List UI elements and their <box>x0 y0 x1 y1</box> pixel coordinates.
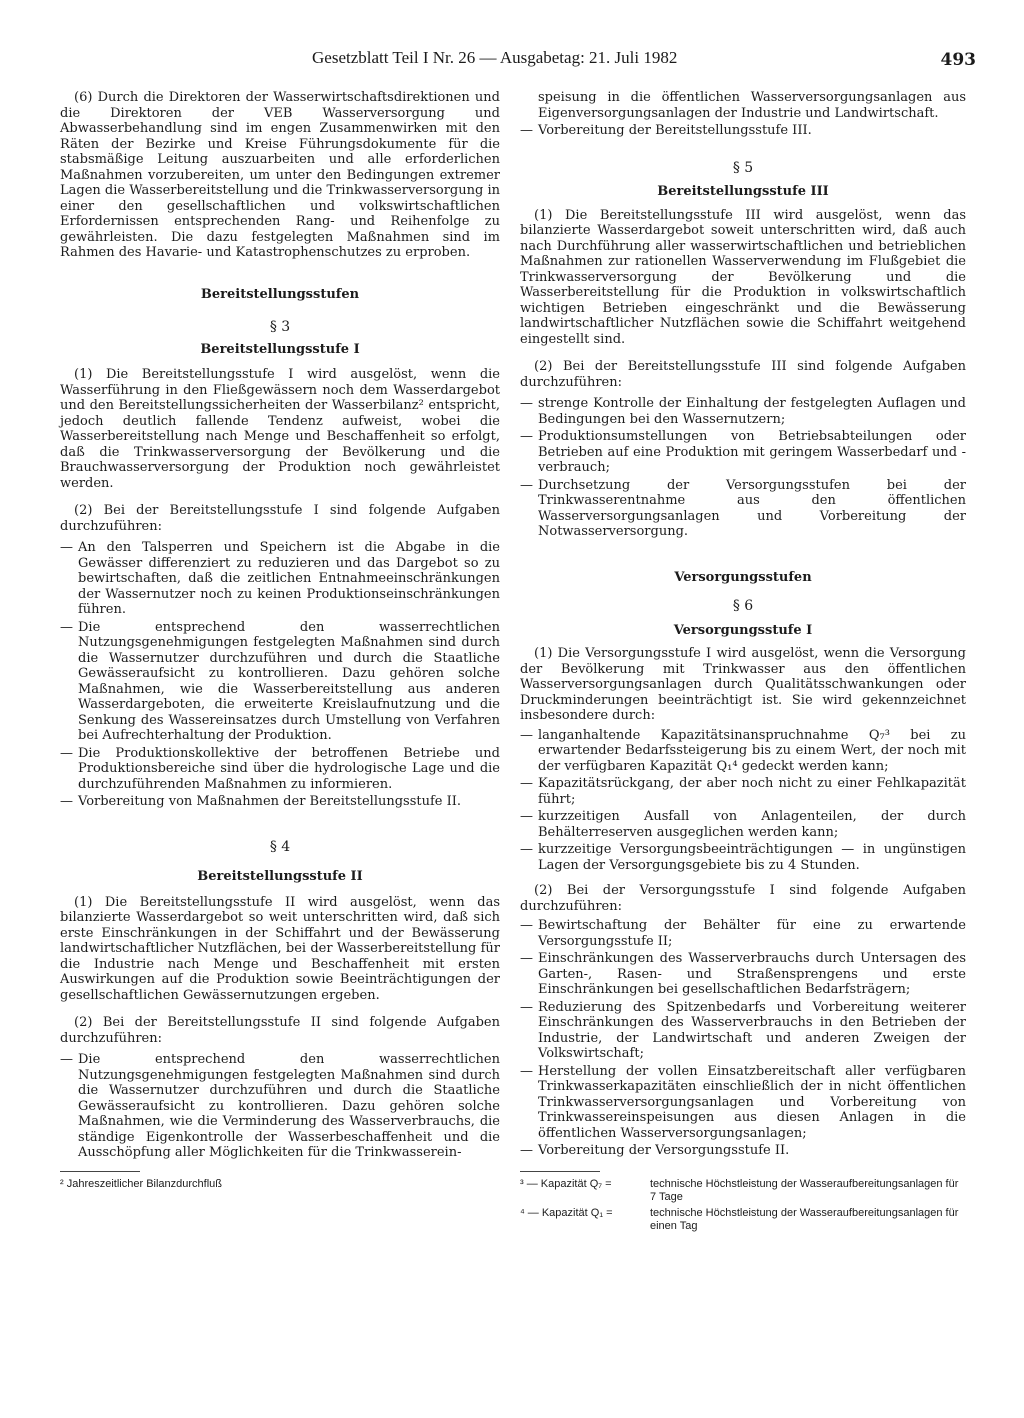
header-title: Gesetzblatt Teil I Nr. 26 — Ausgabetag: 21. Juli 1982 <box>312 48 678 67</box>
footnotes <box>520 1178 966 1233</box>
s6-paragraph-1: (1) Die Versorgungsstufe I wird ausgelöst, wenn die Versorgung der Bevölkerung mit Trinkwasser aus den öffentlichen Wasserversorgungsanlagen durch Qualitätsschwankungen oder Druckminderungen beeinträchtigt ist. Sie wird gekennzeichnet insbesondere durch: <box>520 646 966 723</box>
list-item-text: Bewirtschaftung der Behälter für eine zu erwartende Versorgungsstufe II; <box>538 918 966 949</box>
s3-paragraph-2: (2) Bei der Bereitstellungsstufe I sind folgende Aufgaben durchzuführen: <box>60 503 500 534</box>
list-item-text: Vorbereitung der Versorgungsstufe II. <box>538 1143 790 1158</box>
section-number-5: § 5 <box>732 159 754 176</box>
footnote-key: ³ — Kapazität Q₇ = <box>520 1177 612 1190</box>
list-item-text: Produktionsumstellungen von Betriebsabteilungen oder Betrieben auf eine Produktion mit geringem Wasserbedarf und -verbrauch; <box>538 429 966 475</box>
list-item <box>520 1000 966 1062</box>
list-item <box>520 1064 966 1142</box>
paragraph-6: (6) Durch die Direktoren der Wasserwirtschaftsdirektionen und die Direktoren der VEB Wasserversorgung und Abwasserbehandlung sind im engen Zusammenwirken mit den Räten der Bezirke und Kreise Führungsdokumente für die stabsmäßige Leitung auszuarbeiten und alle erforderlichen Maßnahmen vorzubereiten, um unter den Bedingungen extremer Lagen die Wasserbereitstellung und die Trinkwasserversorgung in einer den gesellschaftlichen und volkswirtschaftlichen Erfordernissen entsprechenden Rang- und Reihenfolge zu gewährleisten. Die dazu festgelegten Maßnahmen sind im Rahmen des Havarie- und Katastrophenschutzes zu erproben. <box>60 90 500 260</box>
list-item-text: Kapazitätsrückgang, der aber noch nicht zu einer Fehlkapazität führt; <box>538 776 966 807</box>
footnote-text: technische Höchstleistung der Wasseraufbereitungsanlagen für einen Tag <box>650 1206 959 1232</box>
s3-paragraph-1: (1) Die Bereitstellungsstufe I wird ausgelöst, wenn die Wasserführung in den Fließgewässern noch dem Wasserdargebot und den Bereitstellungssicherheiten der Wasserbilanz² entspricht, jedoch deutlich fallende Tendenz aufweist, wobei die Wasserbereitstellung nach Menge und Beschaffenheit so erfolgt, daß die Trinkwasserversorgung der Bevölkerung und die Brauchwasserversorgung der Produktion noch gewährleistet werden. <box>60 367 500 491</box>
s4-paragraph-1: (1) Die Bereitstellungsstufe II wird ausgelöst, wenn das bilanzierte Wasserdargebot so weit unterschritten wird, daß sich erste Einschränkungen in der Schiffahrt und der Bewässerung landwirtschaftlicher Nutzflächen, bei der Wasserbereitstellung für die Industrie nach Menge und Beschaffenheit mit ersten Auswirkungen auf die Produktion sowie Beeinträchtigungen der gesellschaftlichen Gewässernutzungen ergeben. <box>60 894 500 1003</box>
s5-paragraph-1: (1) Die Bereitstellungsstufe III wird ausgelöst, wenn das bilanzierte Wasserdargebot soweit unterschritten wird, daß auch nach Durchführung aller wasserwirtschaftlichen und betrieblichen Maßnahmen zur rationellen Wasserverwendung im Flußgebiet die Trinkwasserversorgung der Bevölkerung und die Wasserbereitstellung für die Produktion in volkswirtschaftlich wichtigen Betrieben eingeschränkt und die Bewässerung landwirtschaftlicher Nutzflächen sowie die Schiffahrt weitgehend eingestellt sind. <box>520 207 966 347</box>
dash-mark: — <box>520 1063 533 1079</box>
list-item-text: speisung in die öffentlichen Wasserversorgungsanlagen aus Eigenversorgungsanlagen der Industrie und Landwirtschaft. <box>538 90 966 121</box>
page-header <box>312 36 976 76</box>
list-item <box>60 620 500 744</box>
footnote-rule <box>520 1171 600 1172</box>
list-item-text: An den Talsperren und Speichern ist die Abgabe in die Gewässer differenziert zu reduzieren und das Dargebot so zu bewirtschaften, daß die zeitlichen Entnahmeeinschränkungen der Wassernutzer noch zu keinen Produktionseinschränkungen führen. <box>78 540 500 617</box>
dash-mark: — <box>520 776 533 791</box>
list-item <box>520 809 966 840</box>
right-column <box>520 90 966 1236</box>
section-number-3: § 3 <box>269 319 291 335</box>
dash-mark: — <box>60 1052 73 1067</box>
list-item <box>520 1143 966 1159</box>
dash-mark: — <box>520 999 533 1015</box>
s6-paragraph-2: (2) Bei der Versorgungsstufe I sind folgende Aufgaben durchzuführen: <box>520 883 966 914</box>
section-number-4: § 4 <box>269 838 291 855</box>
list-item <box>520 918 966 949</box>
footnote-2: ² Jahreszeitlicher Bilanzdurchfluß <box>60 1177 223 1190</box>
dash-mark: — <box>60 540 73 555</box>
section-heading-versorgungsstufen: Versorgungsstufen <box>674 569 812 585</box>
list-item <box>520 728 966 775</box>
dash-mark: — <box>520 1143 533 1158</box>
list-item-text: kurzzeitigen Ausfall von Anlagenteilen, der durch Behälterreserven ausgeglichen werden kann; <box>538 809 966 840</box>
list-item <box>60 746 500 793</box>
dash-mark: — <box>520 951 533 966</box>
list-item-text: Die entsprechend den wasserrechtlichen Nutzungsgenehmigungen festgelegten Maßnahmen sind durch die Wassernutzer durchzuführen und durch die Staatliche Gewässeraufsicht zu kontrollieren. Dazu gehören solche Maßnahmen, wie die Wasserbereitstellung aus anderen Wasserdargeboten, die erweiterte Kreislaufnutzung und die Senkung des Wassereinsatzes durch Umstellung von Verfahren bei Aufrechterhaltung der Produktion. <box>78 619 500 743</box>
section-title-4: Bereitstellungsstufe II <box>197 869 363 884</box>
list-item-text: Die Produktionskollektive der betroffenen Betriebe und Produktionsbereiche sind über die hydrologische Lage und die durchzuführenden Maßnahmen zu informieren. <box>78 745 500 792</box>
list-item-text: Durchsetzung der Versorgungsstufen bei der Trinkwasserentnahme aus den öffentlichen Wasserversorgungsanlagen und Vorbereitung der Notwasserversorgung. <box>538 477 966 539</box>
list-item-text: Herstellung der vollen Einsatzbereitschaft aller verfügbaren Trinkwasserkapazitäten einschließlich der in nicht öffentlichen Trinkwasserversorgungsanlagen und Vorbereitung von Trinkwassereinspeisungen aus diesen Anlagen in die öffentlichen Wasserversorgungsanlagen; <box>538 1063 966 1141</box>
dash-mark: — <box>520 123 533 138</box>
list-item-text: Reduzierung des Spitzenbedarfs und Vorbereitung weiterer Einschränkungen des Wasserverbrauchs in den Betrieben der Industrie, der Landwirtschaft und anderen Zweigen der Volkswirtschaft; <box>538 999 966 1061</box>
footnote-text: technische Höchstleistung der Wasseraufbereitungsanlagen für 7 Tage <box>650 1177 959 1203</box>
list-item-continued <box>520 90 966 121</box>
footnote-key: ⁴ — Kapazität Q₁ = <box>520 1206 613 1219</box>
section-title-6: Versorgungsstufe I <box>673 622 813 638</box>
list-item <box>520 396 966 427</box>
section-number-6: § 6 <box>732 598 754 614</box>
list-item <box>60 1052 500 1161</box>
dash-mark: — <box>60 619 73 635</box>
list-item <box>520 478 966 540</box>
footnote-rule <box>60 1171 140 1172</box>
list-item-text: Die entsprechend den wasserrechtlichen Nutzungsgenehmigungen festgelegten Maßnahmen sind durch die Wassernutzer durchzuführen und durch die Staatliche Gewässeraufsicht zu kontrollieren. Dazu gehören solche Maßnahmen, wie die Verminderung des Wasserverbrauchs, die ständige Eigenkontrolle der Wasserbeschaffenheit und die Ausschöpfung aller Möglichkeiten für die Trinkwasserein- <box>78 1052 500 1160</box>
list-item-text: Vorbereitung der Bereitstellungsstufe III. <box>538 123 812 138</box>
s4-paragraph-2: (2) Bei der Bereitstellungsstufe II sind folgende Aufgaben durchzuführen: <box>60 1015 500 1046</box>
section-title-3: Bereitstellungsstufe I <box>200 341 360 357</box>
list-item <box>520 123 966 139</box>
left-column <box>60 90 500 1191</box>
list-item <box>520 951 966 998</box>
s5-paragraph-2: (2) Bei der Bereitstellungsstufe III sind folgende Aufgaben durchzuführen: <box>520 359 966 390</box>
list-item-text: Einschränkungen des Wasserverbrauchs durch Untersagen des Garten-, Rasen- und Straßensprengens und erste Einschränkungen bei gesellschaftlichen Bedarfsträgern; <box>538 951 966 997</box>
list-item <box>60 794 500 810</box>
list-item-text: Vorbereitung von Maßnahmen der Bereitstellungsstufe II. <box>78 794 462 809</box>
footnote-3 <box>520 1178 966 1204</box>
dash-mark: — <box>520 727 533 743</box>
list-item-text: langanhaltende Kapazitätsinanspruchnahme Q₇³ bei zu erwartender Bedarfssteigerung bis zu einem Wert, der noch mit der verfügbaren Kapazität Q₁⁴ gedeckt werden kann; <box>538 727 966 774</box>
dash-mark: — <box>60 745 73 761</box>
list-item <box>520 429 966 476</box>
dash-mark: — <box>520 842 533 857</box>
dash-mark: — <box>60 794 73 809</box>
page-number: 493 <box>940 50 976 70</box>
section-title-5: Bereitstellungsstufe III <box>657 184 829 199</box>
dash-mark: — <box>520 396 533 411</box>
footnote-4 <box>520 1207 966 1233</box>
list-item-text: kurzzeitige Versorgungsbeeinträchtigungen — in ungünstigen Lagen der Versorgungsgebiete bis zu 4 Stunden. <box>538 842 966 873</box>
section-heading-bereitstellungsstufen: Bereitstellungsstufen <box>200 286 360 302</box>
dash-mark: — <box>520 477 533 493</box>
dash-mark: — <box>520 809 533 824</box>
list-item <box>520 776 966 807</box>
list-item-text: strenge Kontrolle der Einhaltung der festgelegten Auflagen und Bedingungen bei den Wassernutzern; <box>538 396 966 427</box>
list-item <box>60 540 500 618</box>
dash-mark: — <box>520 918 533 933</box>
dash-mark: — <box>520 429 533 444</box>
list-item <box>520 842 966 873</box>
